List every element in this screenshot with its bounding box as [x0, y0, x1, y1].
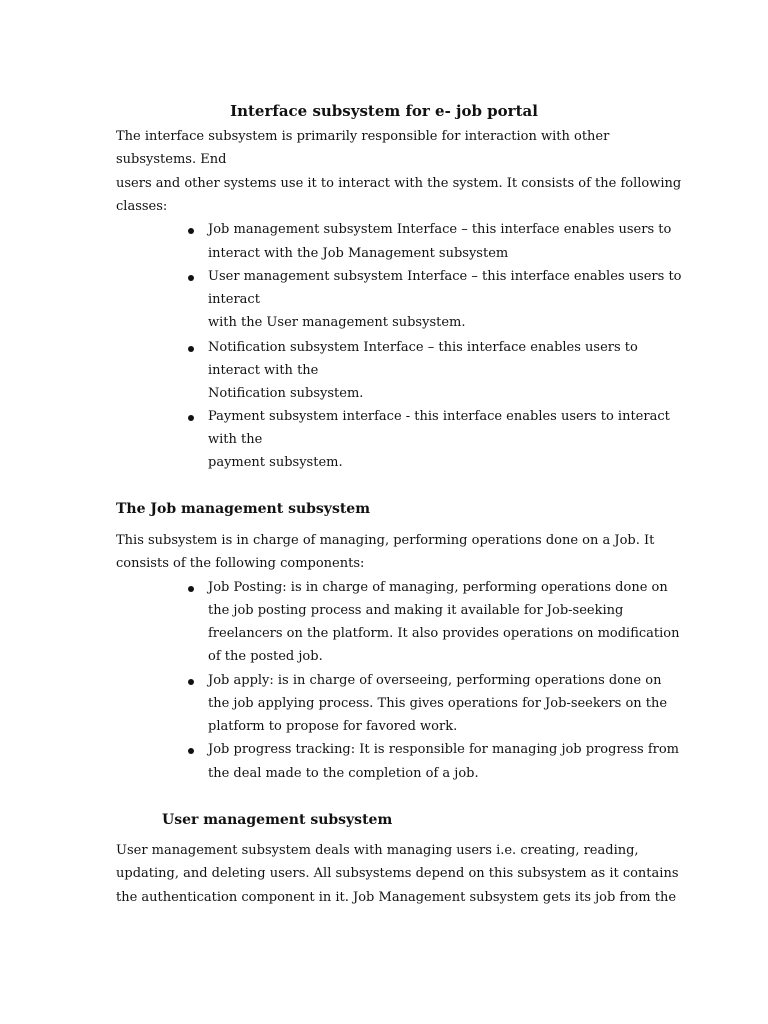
interface-bullet-line: Payment subsystem interface - this interface enables users to interact [208, 409, 670, 424]
interface-bullet-line: Notification subsystem. [208, 386, 364, 401]
bullet-marker [188, 586, 194, 592]
job-bullet-line: Job Posting: is in charge of managing, performing operations done on [208, 580, 668, 595]
interface-bullet-line: User management subsystem Interface – this interface enables users to [208, 269, 682, 284]
interface-bullet-line: Job management subsystem Interface – this interface enables users to [208, 222, 672, 237]
job-section-heading: The Job management subsystem [116, 501, 371, 517]
job-bullet-line: Job apply: is in charge of overseeing, performing operations done on [208, 673, 662, 688]
interface-bullet-line: with the [208, 432, 263, 447]
interface-bullet-line: Notification subsystem Interface – this interface enables users to [208, 340, 638, 355]
bullet-marker [188, 346, 194, 352]
job-bullet-line: freelancers on the platform. It also provides operations on modification [208, 626, 680, 641]
intro-line: The interface subsystem is primarily responsible for interaction with other [116, 129, 610, 144]
job-intro-line: This subsystem is in charge of managing, performing operations done on a Job. It [116, 533, 655, 548]
user-section-heading: User management subsystem [162, 812, 393, 828]
interface-bullet-line: with the User management subsystem. [208, 315, 466, 330]
intro-line: users and other systems use it to interact with the system. It consists of the following [116, 176, 682, 191]
user-section-line: User management subsystem deals with managing users i.e. creating, reading, [116, 843, 639, 858]
job-bullet-line: of the posted job. [208, 649, 323, 664]
job-bullet-line: the deal made to the completion of a job. [208, 766, 479, 781]
job-bullet-line: the job applying process. This gives operations for Job-seekers on the [208, 696, 668, 711]
user-section-line: the authentication component in it. Job Management subsystem gets its job from the [116, 890, 677, 905]
bullet-marker [188, 748, 194, 754]
bullet-marker [188, 275, 194, 281]
job-bullet-line: Job progress tracking: It is responsible for managing job progress from [208, 742, 680, 757]
bullet-marker [188, 228, 194, 234]
document-title: Interface subsystem for e- job portal [230, 102, 538, 120]
bullet-marker [188, 415, 194, 421]
job-bullet-line: the job posting process and making it available for Job-seeking [208, 603, 624, 618]
interface-bullet-line: payment subsystem. [208, 455, 343, 470]
job-bullet-line: platform to propose for favored work. [208, 719, 458, 734]
intro-line: classes: [116, 199, 168, 214]
interface-bullet-line: interact with the [208, 363, 319, 378]
interface-bullet-line: interact [208, 292, 260, 307]
job-intro-line: consists of the following components: [116, 556, 365, 571]
bullet-marker [188, 679, 194, 685]
interface-bullet-line: interact with the Job Management subsystem [208, 246, 509, 261]
intro-line: subsystems. End [116, 152, 227, 167]
user-section-line: updating, and deleting users. All subsystems depend on this subsystem as it contains [116, 866, 679, 881]
